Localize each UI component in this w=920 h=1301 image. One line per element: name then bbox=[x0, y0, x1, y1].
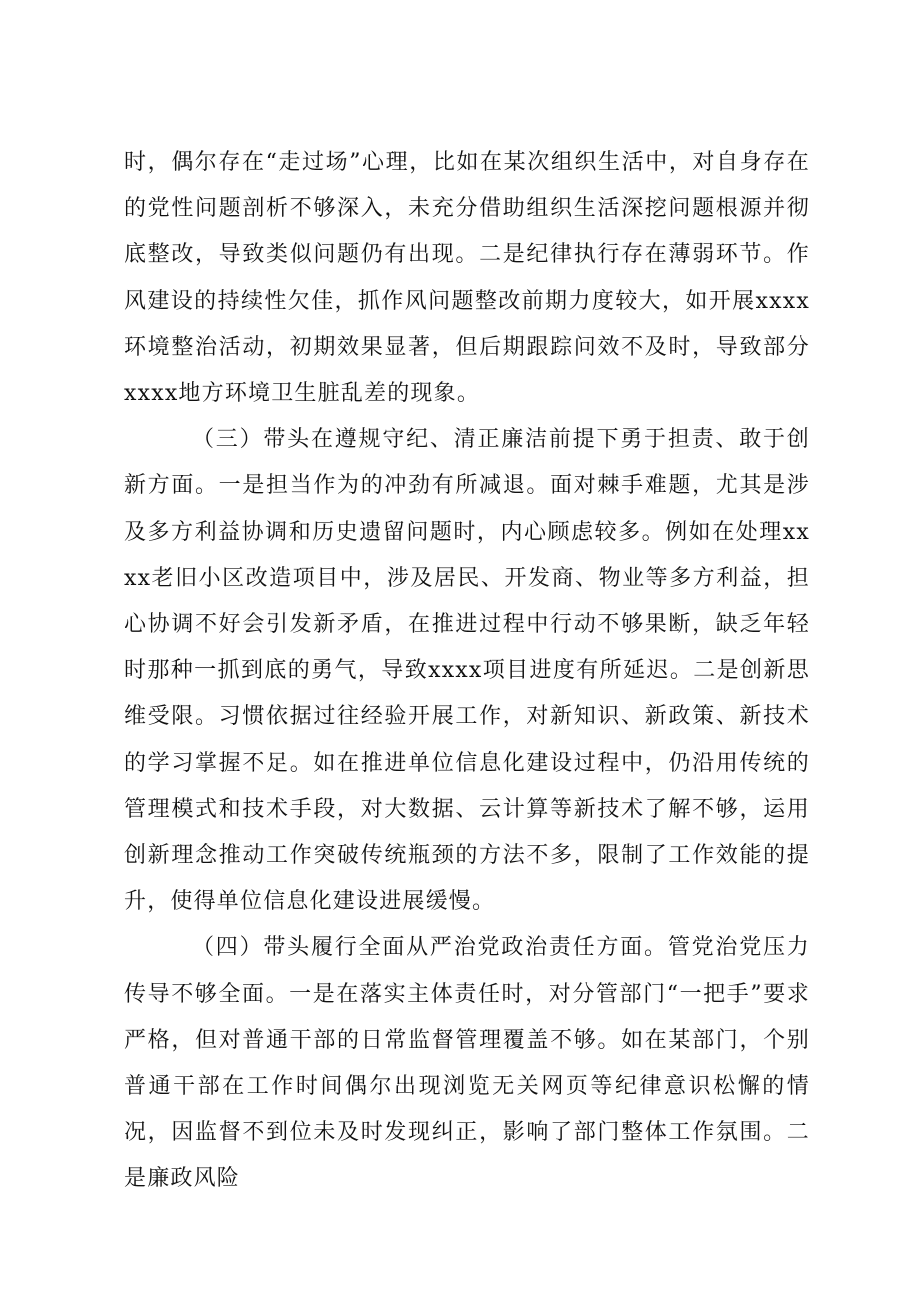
paragraph-continuation: 时，偶尔存在“走过场”心理，比如在某次组织生活中，对自身存在的党性问题剖析不够深入，未充分借助组织生活深挖问题根源并彻底整改，导致类似问题仍有出现。二是纪律执行存在薄弱环节。作风建设的持续性欠佳，抓作风问题整改前期力度较大，如开展xxxx环境整治活动，初期效果显著，但后期跟踪问效不及时，导致部分xxxx地方环境卫生脏乱差的现象。 bbox=[124, 150, 810, 407]
paragraph-section-3: （三）带头在遵规守纪、清正廉洁前提下勇于担责、敢于创新方面。一是担当作为的冲劲有所减退。面对棘手难题，尤其是涉及多方利益协调和历史遗留问题时，内心顾虑较多。例如在处理xxxx老旧小区改造项目中，涉及居民、开发商、物业等多方利益，担心协调不好会引发新矛盾，在推进过程中行动不够果断，缺乏年轻时那种一抓到底的勇气，导致xxxx项目进度有所延迟。二是创新思维受限。习惯依据过往经验开展工作，对新知识、新政策、新技术的学习掌握不足。如在推进单位信息化建设过程中，仍沿用传统的管理模式和技术手段，对大数据、云计算等新技术了解不够，运用创新理念推动工作突破传统瓶颈的方法不多，限制了工作效能的提升，使得单位信息化建设进展缓慢。 bbox=[124, 427, 810, 915]
paragraph-section-4: （四）带头履行全面从严治党政治责任方面。管党治党压力传导不够全面。一是在落实主体责任时，对分管部门“一把手”要求严格，但对普通干部的日常监督管理覆盖不够。如在某部门，个别普通干部在工作时间偶尔出现浏览无关网页等纪律意识松懈的情况，因监督不到位未及时发现纠正，影响了部门整体工作氛围。二是廉政风险 bbox=[124, 935, 810, 1192]
document-body bbox=[124, 140, 810, 1203]
